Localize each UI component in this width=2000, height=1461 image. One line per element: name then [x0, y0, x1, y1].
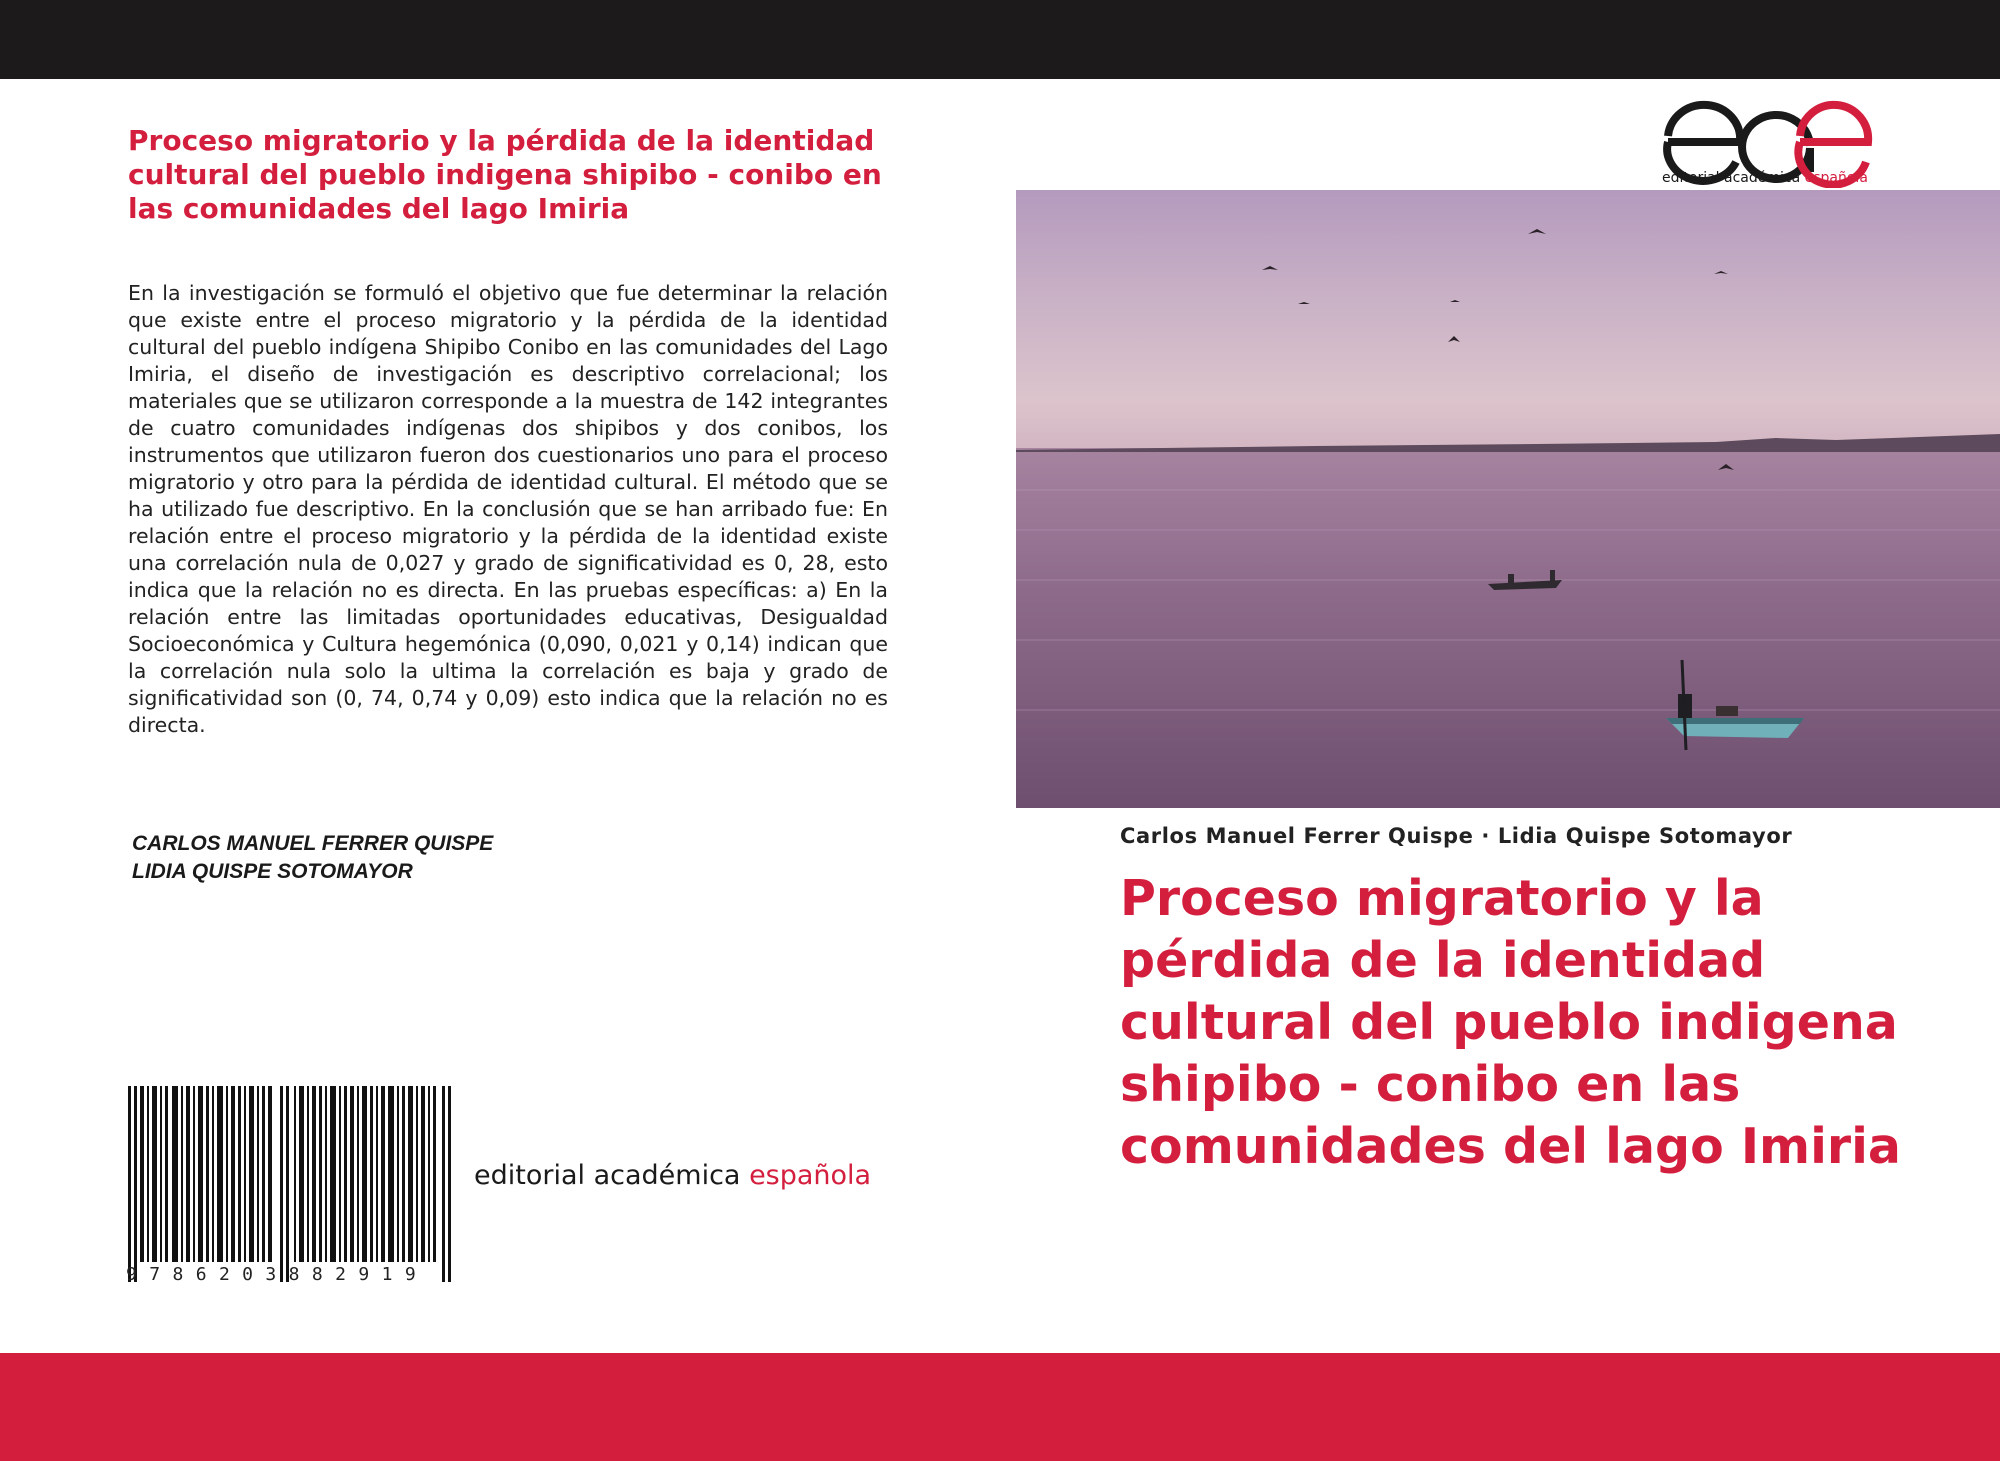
front-cover-authors: Carlos Manuel Ferrer Quispe · Lidia Quispe Sotomayor: [1120, 824, 1793, 848]
logo-text-accent: española: [1804, 170, 1868, 186]
back-cover-title: Proceso migratorio y la pérdida de la identidad cultural del pueblo indigena shipibo - conibo en las comunidades del lago Imiria: [128, 124, 882, 225]
back-author-2: LIDIA QUISPE SOTOMAYOR: [132, 860, 413, 883]
logo-text-prefix: editorial académica: [1662, 170, 1801, 186]
front-cover-title: Proceso migratorio y la pérdida de la identidad cultural del pueblo indigena shipibo - conibo en las comunidades del lago Imiria: [1120, 870, 1901, 1175]
logo-publisher-text: [1662, 170, 1892, 186]
isbn-digits: 9786203882919: [126, 1264, 429, 1285]
back-author-1: CARLOS MANUEL FERRER QUISPE: [132, 832, 494, 855]
lake-sunset-boats-photo: [1016, 190, 2000, 808]
top-dark-band: [0, 0, 2000, 79]
isbn-barcode-icon: [128, 1086, 460, 1286]
back-publisher-name: [474, 1160, 871, 1191]
bottom-red-band: [0, 1353, 2000, 1461]
back-publisher-prefix: editorial académica: [474, 1160, 741, 1191]
back-publisher-accent: española: [749, 1160, 872, 1191]
back-cover-authors: [132, 830, 832, 886]
back-cover-blurb: En la investigación se formuló el objetivo que fue determinar la relación que existe entre el proceso migratorio y la pérdida de la identidad cultural del pueblo indígena Shipibo Conibo en las comunidades del Lago Imiria, el diseño de investigación es descriptivo correlacional; los materiales que se utilizaron corresponde a la muestra de 142 integrantes de cuatro comunidades indígenas dos shipibos y dos conibos, los instrumentos que utilizaron fueron dos cuestionarios uno para el proceso migratorio y otro para la pérdida de identidad cultural. El método que se ha utilizado fue descriptivo. En la conclusión que se han arribado fue: En relación entre el proceso migratorio y la pérdida de la identidad existe una correlación nula de 0,027 y grado de significatividad es 0, 28, esto indica que la relación no es directa. En las pruebas específicas: a) En la relación entre las limitadas oportunidades educativas, Desigualdad Socioeconómica y Cultura hegemónica (0,090, 0,021 y 0,14) indican que la correlación nula solo la ultima la correlación es baja y grado de significatividad son (0, 74, 0,74 y 0,09) esto indica que la relación no es directa.: [128, 281, 888, 737]
